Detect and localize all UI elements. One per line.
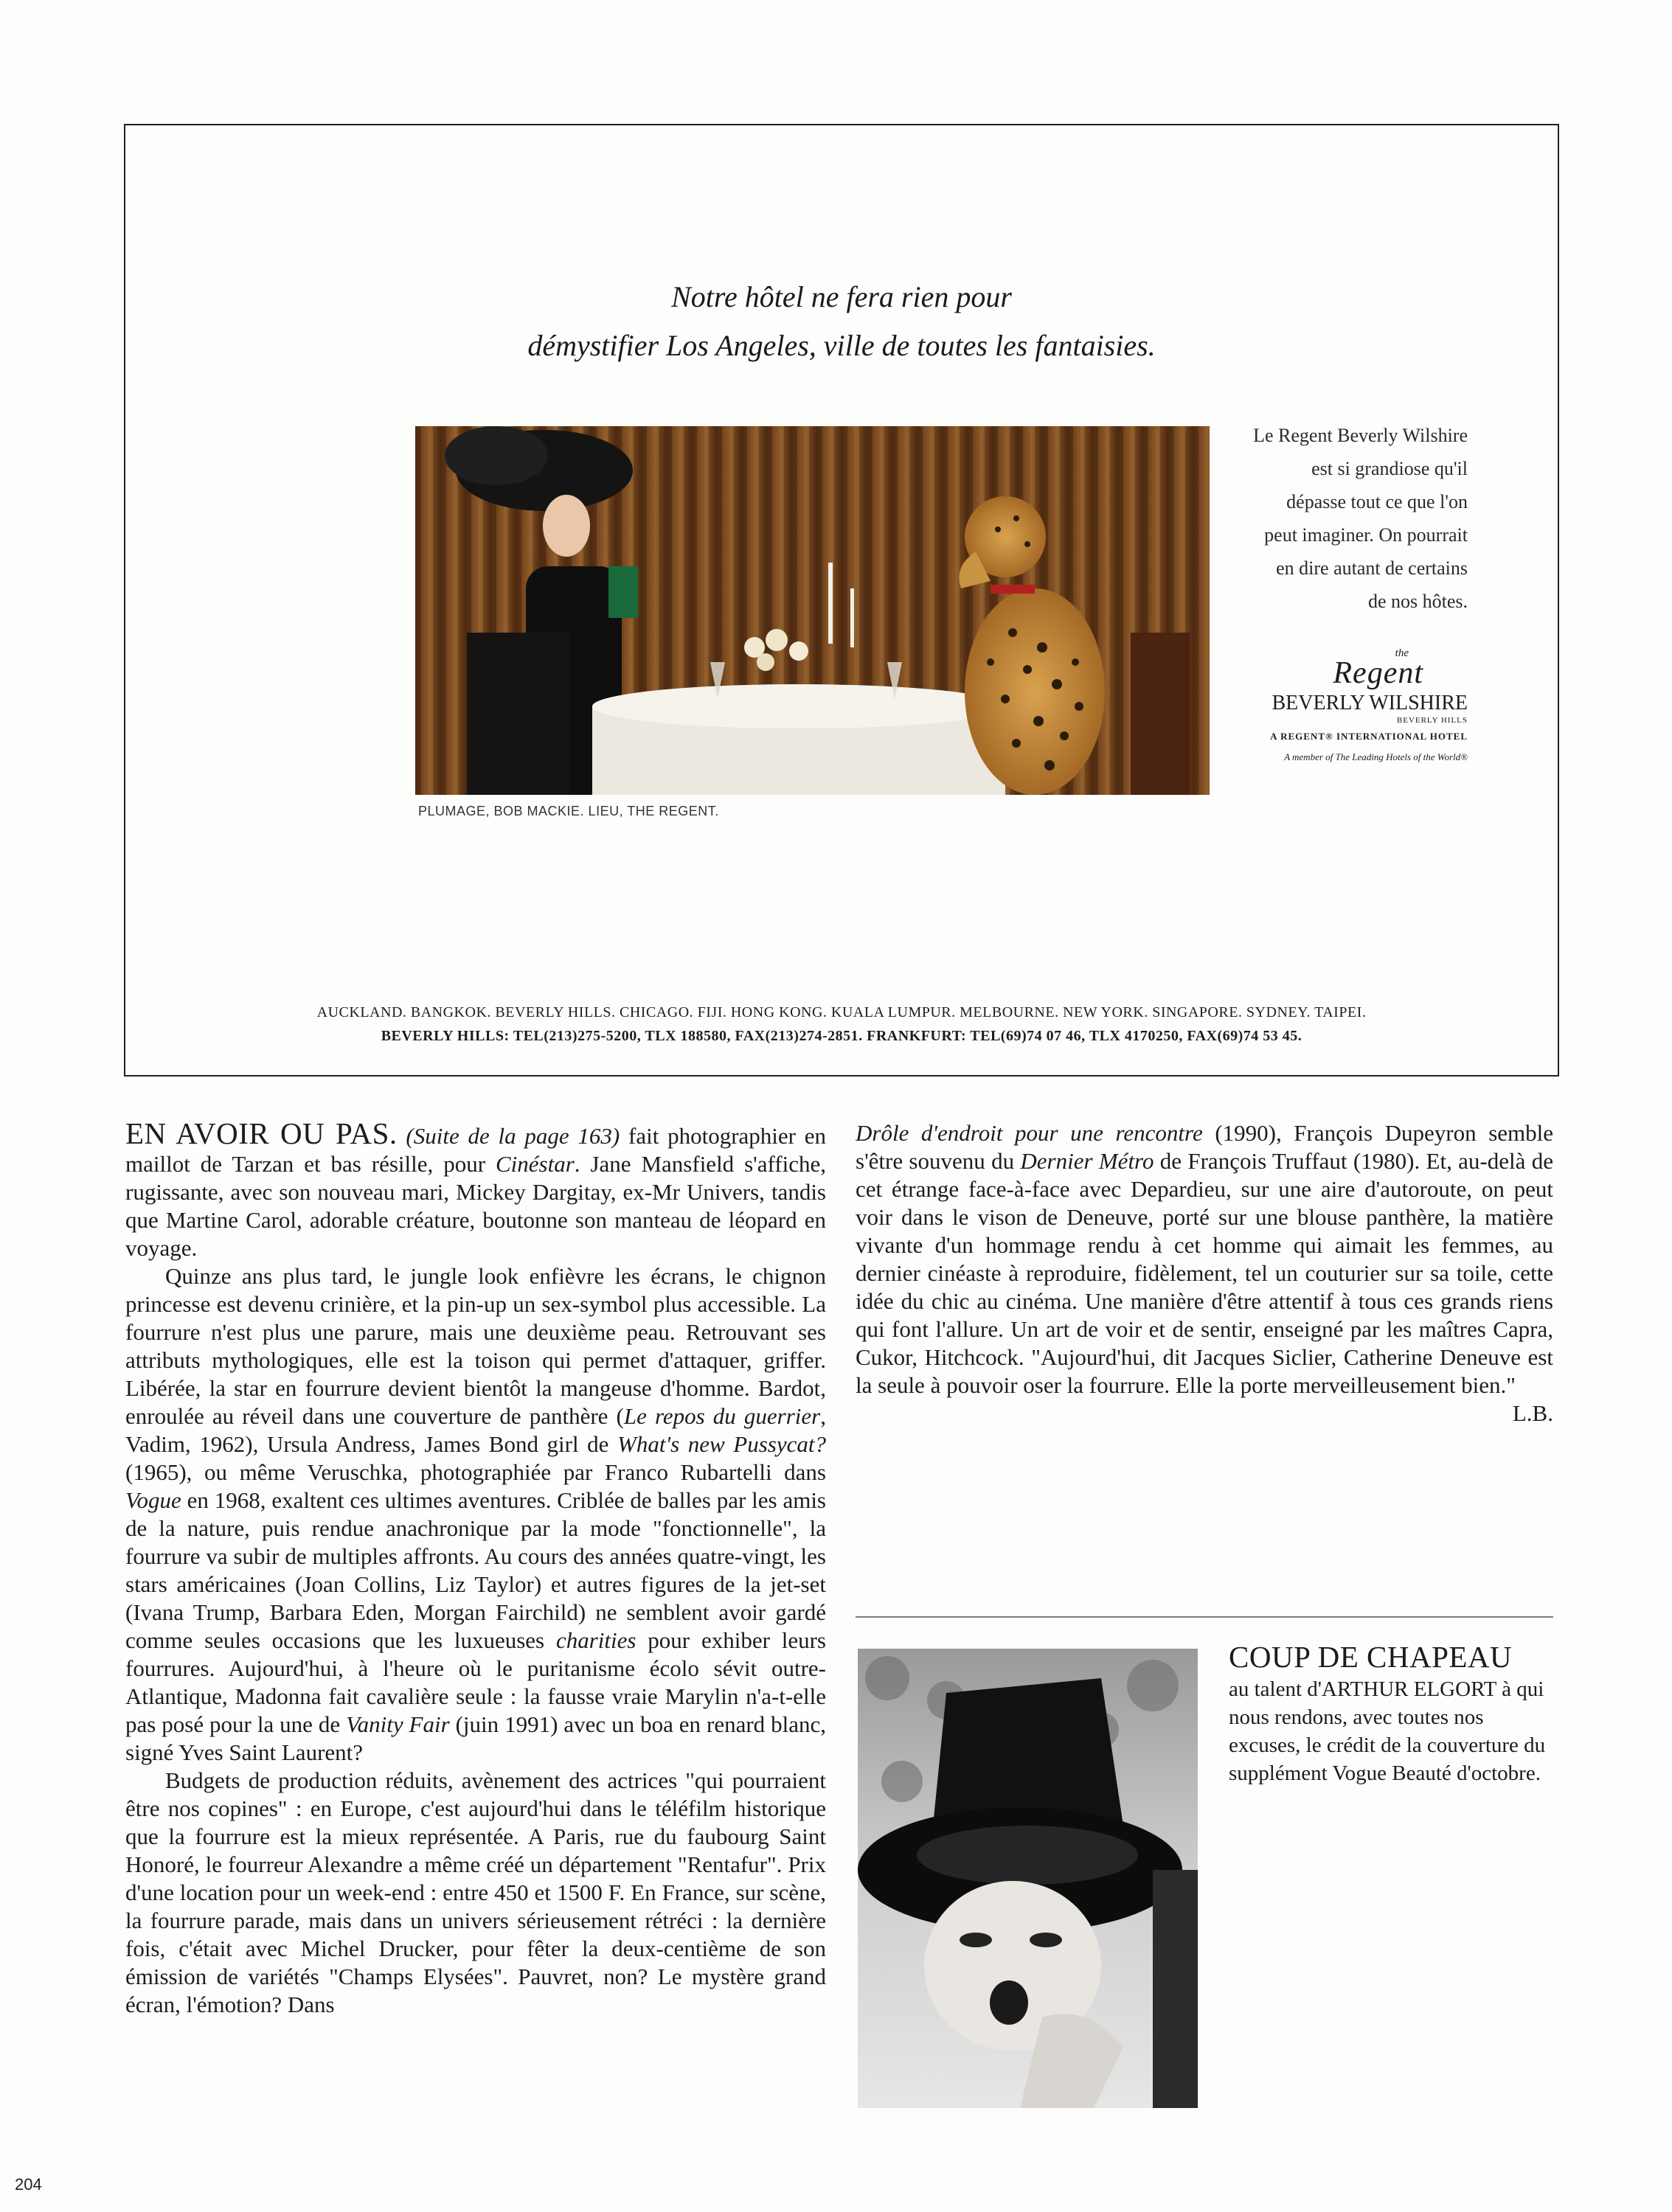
article-paragraph: [125, 1262, 826, 1767]
paragraph-text: en 1968, exaltent ces ultimes aventures. Criblée de balles par les amis de la nature, puis rendue anachronique par la mode "fonctionnelle", la fourrure va subir de multiples affronts. Au cours des années quatre-vingt, les stars américaines (Joan Collins, Liz Taylor) et autres figures de la jet-set (Ivana Trump, Barbara Eden, Morgan Fairchild) ne semblent avoir gardé comme seules occasions que les luxueuses: [125, 1487, 826, 1653]
page-number: 204: [15, 2175, 42, 2194]
hotel-cities-list: AUCKLAND. BANGKOK. BEVERLY HILLS. CHICAGO. FIJI. HONG KONG. KUALA LUMPUR. MELBOURNE. NEW YORK. SINGAPORE. SYDNEY. TAIPEI.: [316, 1004, 1367, 1020]
hotel-contacts: BEVERLY HILLS: TEL(213)275-5200, TLX 188580, FAX(213)274-2851. FRANKFURT: TEL(69)74 07 46, TLX 4170250, FAX(69)74 53 45.: [381, 1028, 1302, 1044]
paragraph-text: . Jane Mansfield s'affiche, rugissante, avec son nouveau mari, Mickey Dargitay, ex-Mr Univers, tandis que Martine Carol, adorable créature, boutonne son manteau de léopard en voyage.: [125, 1151, 826, 1261]
side-text-line: est si grandiose qu'il: [1311, 458, 1468, 479]
author-signature: L.B.: [1512, 1400, 1553, 1426]
dinner-with-cheetah-photo: [415, 426, 1210, 795]
article-paragraph: Budgets de production réduits, avènement des actrices "qui pourraient être nos copines" : en Europe, c'est aujourd'hui dans le téléfilm historique que la fourrure est la mieux représentée. A Paris, rue du faubourg Saint Honoré, le fourreur Alexandre a même créé un département "Rentafur". Prix d'une location pour un week-end : entre 450 et 1500 F. En France, sur scène, la fourrure parade, mais dans un univers sérieusement rétréci : la dernière fois, c'était avec Michel Drucker, pour fêter la deux-centième de son émission de variétés "Champs Elysées". Pauvret, non? Le mystère grand écran, l'émotion? Dans: [125, 1767, 826, 2017]
magazine-title: Cinéstar: [495, 1151, 575, 1177]
side-text-line: dépasse tout ce que l'on: [1286, 491, 1468, 512]
logo-regent-script: Regent: [1333, 656, 1423, 690]
paragraph-text: (juin 1991) avec un boa en renard blanc, signé Yves Saint Laurent?: [125, 1711, 826, 1765]
paragraph-text: (1990), François Dupeyron semble s'être souvenu du: [856, 1120, 1553, 1174]
magazine-title: Vogue: [125, 1487, 181, 1513]
section-divider: [856, 1616, 1553, 1618]
article-heading: EN AVOIR OU PAS.: [125, 1116, 398, 1150]
italic-term: charities: [555, 1627, 636, 1653]
paragraph-text: Quinze ans plus tard, le jungle look enfièvre les écrans, le chignon princesse est devenu crinière, et la pin-up un sex-symbol plus accessible. La fourrure n'est plus une parure, mais une deuxième peau. Retrouvant ses attributs mythologiques, elle est la toison qui permet d'attaquer, griffer. Libérée, la star en fourrure devient bientôt la mangeuse d'homme. Bardot, enroulée au réveil dans une couverture de panthère (: [125, 1263, 826, 1429]
paragraph-text: (1965), ou même Veruschka, photographiée par Franco Rubartelli dans: [125, 1459, 826, 1485]
side-text-line: de nos hôtes.: [1367, 591, 1468, 612]
hotel-affiliation: A REGENT® INTERNATIONAL HOTEL: [1270, 731, 1468, 742]
article-column-left: [125, 1116, 827, 2019]
coup-de-chapeau-notice: [1229, 1638, 1553, 1787]
ad-headline-line-2: démystifier Los Angeles, ville de toutes les fantaisies.: [527, 329, 1156, 362]
ad-side-text: [1232, 419, 1468, 618]
ad-headline-line-1: Notre hôtel ne fera rien pour: [671, 280, 1012, 313]
side-text-line: Le Regent Beverly Wilshire: [1253, 425, 1468, 446]
regent-advertisement: [124, 124, 1559, 1077]
continuation-note: (Suite de la page 163): [406, 1123, 620, 1149]
logo-the: the: [1395, 647, 1409, 659]
film-title: Le repos du guerrier: [623, 1403, 821, 1429]
side-text-line: en dire autant de certains: [1276, 557, 1468, 579]
hotel-name: BEVERLY WILSHIRE: [1272, 692, 1468, 714]
paragraph-text: , Vadim, 1962), Ursula Andress, James Bond girl de: [125, 1403, 826, 1457]
side-text-line: peut imaginer. On pourrait: [1264, 524, 1468, 546]
paragraph-text: fait photographier en maillot de Tarzan et bas résille, pour: [125, 1123, 827, 1177]
magazine-title: Vanity Fair: [346, 1711, 450, 1737]
coup-title: COUP DE CHAPEAU: [1229, 1640, 1513, 1674]
film-title: What's new Pussycat?: [617, 1431, 826, 1457]
ad-side-copy: [1232, 419, 1468, 765]
photo-caption: PLUMAGE, BOB MACKIE. LIEU, THE REGENT.: [418, 804, 719, 818]
article-paragraph: [856, 1119, 1553, 1427]
regent-logo: [1232, 647, 1468, 765]
article-column-right: [856, 1119, 1553, 1427]
paragraph-text: de François Truffaut (1980). Et, au-delà de cet étrange face-à-face avec Depardieu, sur une aire d'autoroute, on peut voir dans le vison de Deneuve, porté sur une blouse panthère, la matière vivante d'un hommage rendu à cet homme qui aimait les femmes, au dernier cinéaste à reproduire, fidèlement, tel un couturier sur sa toile, cette idée du chic au cinéma. Une manière d'être attentif à tous ces grands riens qui font l'allure. Un art de voir et de sentir, enseigné par les maîtres Capra, Cukor, Hitchcock. "Aujourd'hui, dit Jacques Siclier, Catherine Deneuve est la seule à pouvoir oser la fourrure. Elle la porte merveilleusement bien.": [856, 1148, 1553, 1398]
coup-text: au talent d'ARTHUR ELGORT à qui nous rendons, avec toutes nos excuses, le crédit de la couverture du supplément Vogue Beauté d'octobre.: [1229, 1677, 1546, 1785]
hotel-location: BEVERLY HILLS: [1396, 716, 1468, 725]
film-title: Drôle d'endroit pour une rencontre: [856, 1120, 1203, 1146]
paragraph-text: pour exhiber leurs fourrures. Aujourd'hui, à l'heure où le puritanisme écolo sévit outre-Atlantique, Madonna fait cavalière seule : la fausse vraie Marylin n'a-t-elle pas posé pour la une de: [125, 1627, 826, 1737]
ad-headline: [125, 273, 1558, 370]
article-paragraph: [125, 1116, 827, 1262]
leading-hotels-membership: A member of The Leading Hotels of the World®: [1284, 751, 1468, 762]
woman-in-hat-photo: [858, 1649, 1198, 2108]
film-title: Dernier Métro: [1020, 1148, 1154, 1174]
